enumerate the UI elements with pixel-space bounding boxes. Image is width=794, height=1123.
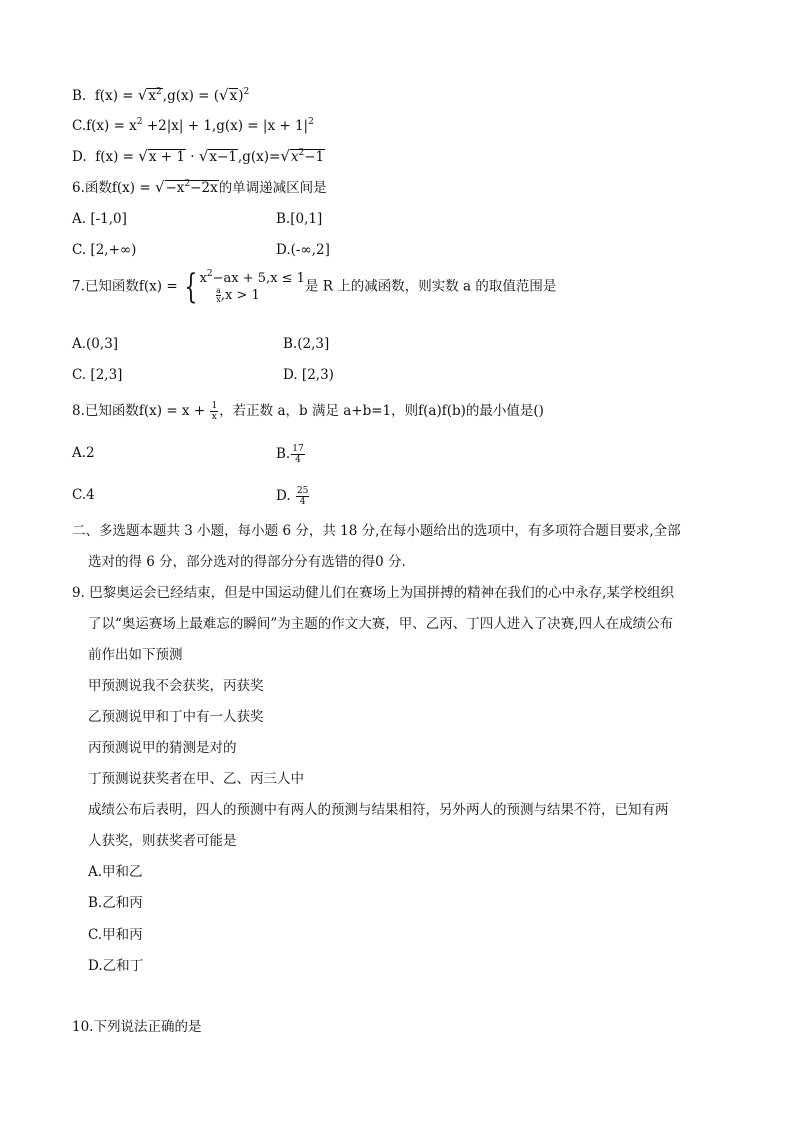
exponent: 2 — [156, 87, 162, 97]
option-9b: B.乙和丙 — [88, 895, 143, 911]
sqrt-icon: √ — [198, 147, 209, 165]
question-8 — [72, 401, 544, 422]
radicand: x — [290, 149, 299, 165]
option-8c: C.4 — [72, 487, 95, 503]
math-text: f(x) = — [95, 149, 139, 165]
exponent: 2 — [298, 148, 305, 158]
option-9d: D.乙和丁 — [88, 958, 144, 974]
fraction-numerator: 25 — [296, 486, 309, 496]
question-number: 8. — [72, 403, 85, 419]
question-text: 函数f(x) = — [84, 180, 155, 196]
math-text: f(x) = x — [86, 118, 137, 134]
sqrt-icon: √ — [154, 178, 165, 196]
option-8a: A.2 — [72, 445, 95, 461]
option-5c — [72, 117, 314, 135]
case-1: −ax + 5,x ≤ 1 — [212, 270, 305, 286]
question-9-line-1: 9. 巴黎奥运会已经结束，但是中国运动健儿们在赛场上为国拼搏的精神在我们的心中永存,某学校组织 — [72, 585, 674, 601]
option-label: C. — [72, 118, 87, 134]
question-9-line-2: 了以“奥运赛场上最难忘的瞬间”为主题的作文大赛，甲、乙丙、丁四人进入了决赛,四人在成绩公布 — [88, 616, 674, 632]
sqrt-icon: √ — [280, 147, 290, 165]
option-6a: A. [-1,0] — [72, 211, 127, 227]
radicand: x — [148, 88, 157, 104]
math-text: ) — [238, 88, 244, 104]
fraction-numerator: a — [216, 285, 221, 295]
section-header-line-2: 选对的得 6 分，部分选对的得部分分有选错的得0 分. — [88, 554, 406, 570]
fraction-denominator: x — [211, 412, 217, 422]
piecewise-cases — [199, 268, 305, 304]
question-9-line-4: 甲预测说我不会获奖，丙获奖 — [88, 678, 264, 694]
option-label: B. — [276, 446, 291, 462]
radicand: x−1 — [209, 149, 237, 165]
exponent: 2 — [243, 87, 250, 97]
option-7d: D. [2,3) — [283, 367, 334, 383]
math-text: +2|x| + 1,g(x) = |x + 1| — [142, 118, 309, 134]
exponent: 2 — [136, 117, 143, 127]
fraction-numerator: 17 — [292, 444, 304, 454]
option-8b — [276, 444, 306, 465]
question-text: 已知函数f(x) = — [84, 278, 182, 295]
fraction-denominator: 4 — [295, 455, 301, 465]
brace-icon: { — [184, 267, 198, 307]
radicand: −1 — [304, 149, 325, 165]
option-6b: B.[0,1] — [276, 211, 323, 227]
sqrt-icon: √ — [137, 86, 148, 104]
question-text: ，若正数 a，b 满足 a+b=1，则f(a)f(b)的最小值是() — [219, 403, 544, 419]
option-5d — [72, 147, 325, 166]
option-7a: A.(0,3] — [72, 336, 119, 352]
math-text: f(x) = — [94, 88, 138, 104]
option-8d — [276, 486, 310, 507]
fraction-denominator: x — [216, 294, 221, 304]
fraction-numerator: 1 — [211, 401, 218, 411]
exponent: 2 — [184, 179, 191, 189]
math-text: · — [185, 149, 199, 165]
question-9-line-3: 前作出如下预测 — [88, 647, 183, 663]
option-6d: D.(-∞,2] — [276, 242, 330, 258]
math-text: ,g(x) = ( — [162, 88, 220, 104]
option-9a: A.甲和乙 — [88, 864, 143, 880]
question-10: 10.下列说法正确的是 — [72, 1019, 202, 1035]
option-7c: C. [2,3] — [72, 367, 123, 383]
question-text: 的单调递减区间是 — [218, 180, 327, 196]
question-number: 6. — [72, 180, 85, 196]
exponent: 2 — [308, 117, 314, 127]
option-6c: C. [2,+∞) — [72, 242, 137, 258]
option-5b — [72, 86, 249, 105]
section-header-line-1: 二、多选题本题共 3 小题，每小题 6 分，共 18 分,在每小题给出的选项中，有多项符合题目要求,全部 — [72, 523, 681, 539]
question-9-line-7: 丁预测说获奖者在甲、乙、丙三人中 — [88, 771, 304, 787]
sqrt-icon: √ — [138, 147, 148, 165]
question-9-line-5: 乙预测说甲和丁中有一人获奖 — [88, 709, 264, 725]
option-label: D. — [72, 149, 87, 165]
fraction-denominator: 4 — [299, 497, 306, 507]
question-number: 7. — [72, 278, 85, 295]
radicand: x — [229, 88, 238, 104]
question-9-line-9: 人获奖，则获奖者可能是 — [88, 833, 237, 849]
question-text: 已知函数f(x) = x + — [84, 403, 210, 419]
option-7b: B.(2,3] — [283, 336, 330, 352]
option-9c: C.甲和丙 — [88, 927, 143, 943]
radicand: −2x — [190, 180, 218, 196]
option-label: B. — [72, 88, 87, 104]
question-9-line-8: 成绩公布后表明，四人的预测中有两人的预测与结果相符，另外两人的预测与结果不符，已知有两 — [88, 802, 669, 818]
math-text: ,g(x)= — [237, 149, 281, 165]
case-1: x — [199, 270, 207, 286]
question-9-line-6: 丙预测说甲的猜测是对的 — [88, 740, 237, 756]
question-6 — [72, 178, 327, 197]
question-text: 是 R 上的减函数，则实数 a 的取值范围是 — [304, 278, 557, 295]
question-7 — [72, 267, 557, 307]
exponent: 2 — [206, 268, 213, 279]
sqrt-icon: √ — [219, 86, 229, 104]
radicand: x + 1 — [148, 149, 185, 165]
radicand: −x — [165, 180, 185, 196]
option-label: D. — [276, 488, 295, 504]
case-2: ,x > 1 — [220, 287, 260, 303]
